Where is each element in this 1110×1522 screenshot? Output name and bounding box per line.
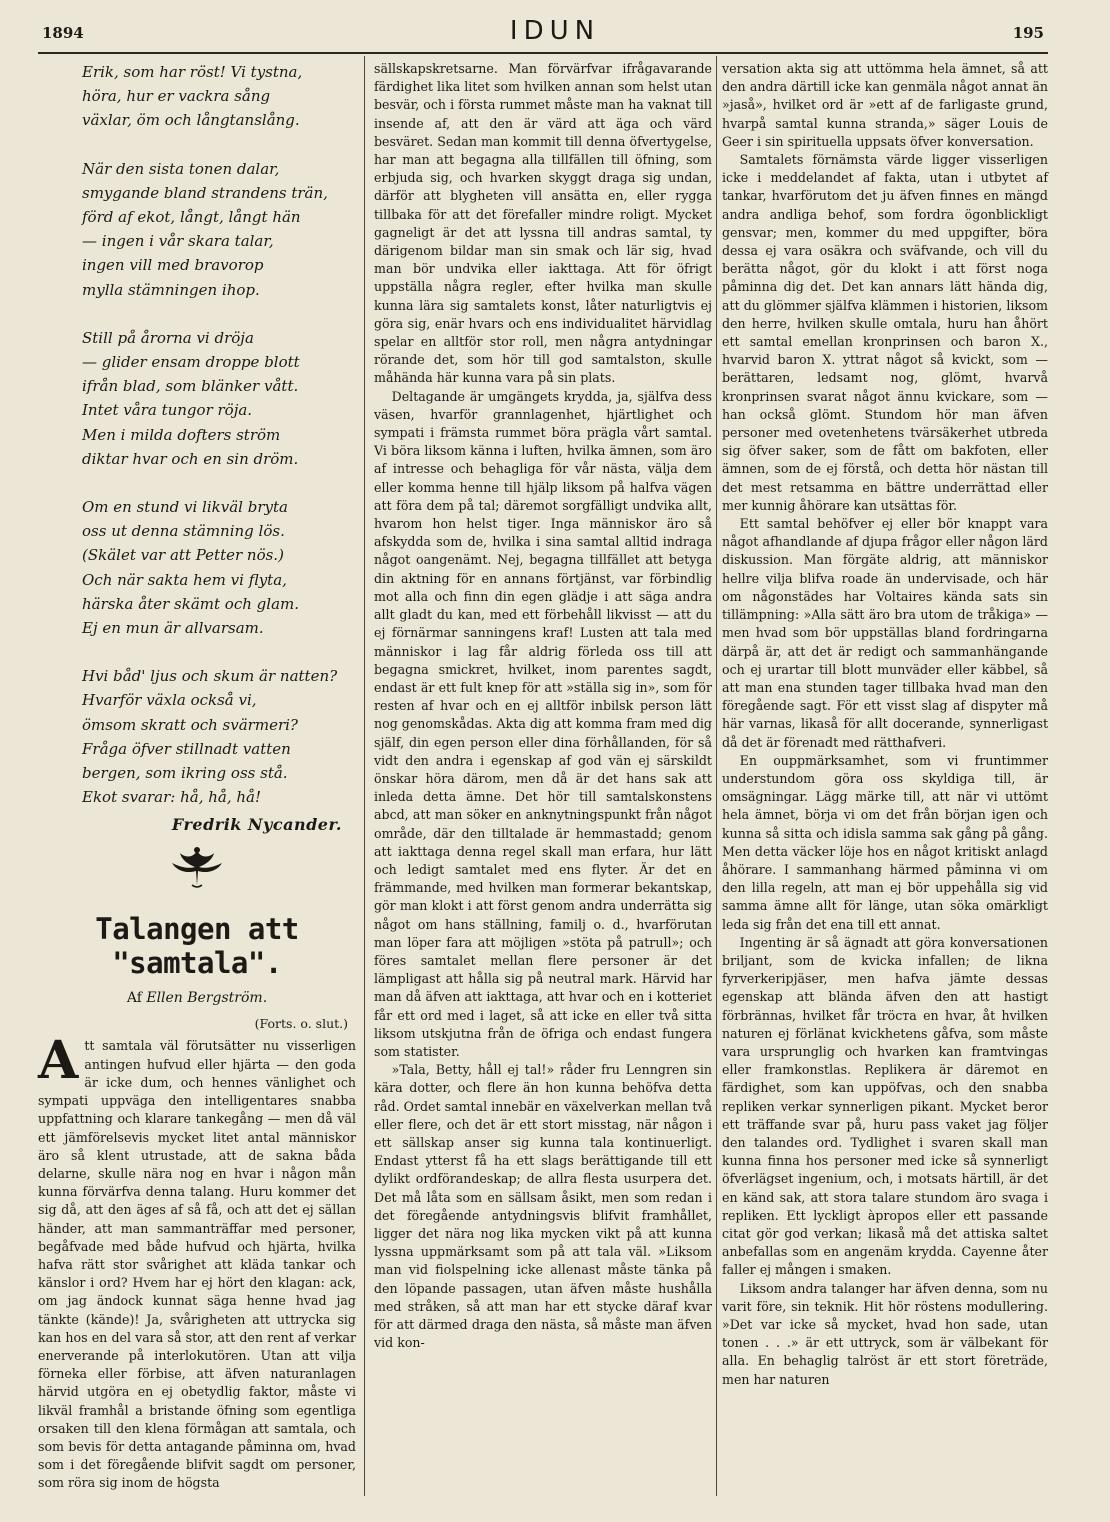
poem-line: Erik, som har röst! Vi tystna, — [82, 63, 303, 81]
poem-line: smygande bland strandens trän, — [82, 183, 328, 202]
column-middle — [374, 60, 712, 1352]
column-right — [722, 60, 1048, 1389]
poem-line: Och när sakta hem vi flyta, — [82, 570, 287, 589]
poem-line: Intet våra tungor röja. — [82, 401, 253, 420]
poem-line: — glider ensam droppe blott — [82, 353, 300, 372]
paragraph: sällskapskretsarne. Man förvärfvar ifrågavarande färdighet lika litet som hvilken annan som helst utan besvär, och i första rummet måste man ha vaknat till insende af, att den är värd att äga och värd besväret. Sedan man kommit till denna öfvertygelse, har man att begagna alla tillfällen till öfning, som erbjuda sig, och hvarken skyggt draga sig undan, därför att blygheten vill ansätta en, eller rygga tillbaka för att det förefaller mindre roligt. Mycket gagneligt är det att lyssna till andras samtal, ty därigenom bildar man sin smak och lär sig, hvad man bör undvika eller iakttaga. Att för öfrigt uppställa några regler, efter hvilka man skulle kunna lära sig samtalets konst, låter naturligtvis ej göra sig, enär hvars och ens individualitet härvidlag spelar en alltför stor roll, men några antydningar rörande det, som hör till god samtalston, skulle måhända här kunna vara på sin plats. — [374, 61, 712, 386]
poem-line: ifrån blad, som blänker vått. — [82, 377, 299, 396]
poem-line: bergen, som ikring oss stå. — [82, 764, 288, 783]
poem-line: Still på årorna vi dröja — [82, 328, 254, 347]
floral-ornament-icon — [38, 842, 356, 894]
poem-line: förd af ekot, långt, långt hän — [82, 208, 301, 227]
column-divider-1 — [364, 56, 365, 1496]
byline-prefix: Af — [126, 990, 142, 1007]
paragraph: Liksom andra talanger har äfven denna, som nu varit före, sin teknik. Hit hör röstens modullering. »Det var icke så mycket, hvad hon sade, utan tonen . . .» är ett uttryck, som är välbekant för alla. En behaglig talröst är ett stort företräde, men har naturen — [722, 1280, 1048, 1387]
byline-author: Ellen Bergström. — [146, 990, 268, 1007]
poem-line: diktar hvar och en sin dröm. — [82, 449, 299, 468]
page-header — [0, 0, 1110, 60]
poem-stanza — [82, 664, 356, 809]
paragraph: Ett samtal behöfver ej eller bör knappt vara något afhandlande af djupa frågor eller någon lärd diskussion. Man förgäte aldrig, att människor hellre vilja blifva roade än undervisade, och här om någonstädes har Voltaires kända sats sin tillämpning: »Alla sätt äro bra utom de tråkiga» — men hvad som bör uppställas bland fordringarna därpå är, att det är redigt och sammanhängande och ej urartar till blott munväder eller käbbel, så att man ena stunden tager tillbaka hvad man den föregående sagt. För ett visst slag af dispyter må här varnas, likaså för allt docerande, synnerligast då det är förenadt med rätthafveri. — [722, 516, 1048, 750]
poem-line: När den sista tonen dalar, — [82, 159, 280, 178]
drop-cap: A — [38, 1030, 79, 1092]
poem-line: Om en stund vi likväl bryta — [82, 498, 288, 517]
continuation-note: (Forts. o. slut.) — [254, 1016, 348, 1032]
poem-line: Men i milda dofters ström — [82, 425, 281, 444]
poem-line: Ej en mun är allvarsam. — [82, 619, 264, 638]
poem-line: — ingen i vår skara talar, — [82, 232, 274, 251]
poem-stanza — [82, 326, 356, 471]
poem-line: höra, hur er vackra sång — [82, 87, 271, 106]
paragraph: tt samtala väl förutsätter nu visserligen antingen hufvud eller hjärta — den goda är icke dum, och hennes vänlighet och sympati uppväga den intelligentares snabba uppfattning och klarare tankegång — men då väl ett jämförelsevis mycket litet antal människor äro så klent utrustade, att de sakna båda delarne, skulle nära nog en hvar i någon mån kunna förvärfva denna talang. Huru kommer det sig då, att den äges af så få, och att det ej sällan händer, att man sammanträffar med personer, begåfvade med både hufvud och hjärta, hvilka hafva rätt stor svårighet att kläda tankar och känslor i ord? Hvem har ej hört den klagan: ack, om jag ändock kunnat säga henne hvad jag tänkte (kände)! Ja, svårigheten att uttrycka sig kan hos en del vara så stor, att den rent af verkar enerverande på interlokutören. Utan att vilja förneka eller förbise, att äfven naturanlagen härvid utgöra en ej obetydlig faktor, måste vi likväl framhål a bristande öfning som egentliga orsaken till den klena förmågan att samtala, och som bevis för detta antagande påminna om, hvad som i det föregående blifvit sagdt om personer, som röra sig inom de högsta — [38, 1038, 356, 1491]
poem-line: ingen vill med bravorop — [82, 256, 264, 275]
header-year: 1894 — [42, 24, 84, 42]
poem-line: (Skälet var att Petter nös.) — [82, 546, 284, 565]
article-body-col1 — [38, 1030, 356, 1492]
column-divider-2 — [716, 56, 717, 1496]
column-left — [38, 60, 356, 1493]
poem-author: Fredrik Nycander. — [171, 815, 342, 835]
poem-line: ömsom skratt och svärmeri? — [82, 715, 298, 734]
poem-line: härska åter skämt och glam. — [82, 594, 300, 613]
paragraph: Samtalets förnämsta värde ligger visserligen icke i meddelandet af fakta, utan i utbytet af tankar, hvarförutom det ju äfven finnes en mängd andra andliga behof, som fordra ögonblickligt gensvar; men, kommer du med uppgifter, böra dessa ej vara osäkra och sväfvande, och vill du berätta något, gör du klokt i att först noga påminna dig det. Det kan annars lätt hända dig, att du glömmer själfva klämmen i historien, liksom den herre, hvilken skulle omtala, huru han åhört ett samtal emellan kronprinsen och baron X., hvarvid baron X. yttrat något så kvickt, som — berättaren, ledsamt nog, glömt, hvarvå kronprinsen svarat något ännu kvickare, som — han också glömt. Stundom hör man äfven personer med ovetenhetens tvärsäkerhet utbreda sig öfver saker, som de fått om bakfoten, eller ämnen, som de ej förstå, och detta hör nästan till det mest retsamma en bättre underrättad eller mer kunnig åhörare kan utsättas för. — [722, 152, 1048, 513]
magazine-title: IDUN — [509, 16, 601, 46]
article-body-col3 — [722, 60, 1048, 1389]
poem-line: Ekot svarar: hå, hå, hå! — [82, 788, 261, 807]
article-body-col2 — [374, 60, 712, 1352]
poem-line: mylla stämningen ihop. — [82, 280, 260, 299]
header-rule — [38, 52, 1048, 54]
poem-stanza — [82, 495, 356, 640]
paragraph: Ingenting är så ägnadt att göra konversationen briljant, som de kvicka infallen; de likna fyrverkeripjäser, men hafva jämte dessas egenskap att bländа äfven den att hastigt förbrännas, hvilket får tröста en hvar, åt hvilken naturen ej förlänat kvickhetens gåfva, som måste vara ursprunglig och hvarken kan framtvingas eller framkonstlas. Replikera är däremot en färdighet, som kan uppöfvas, och den snabba repliken verkar synnerligen pikant. Mycket beror ett träffande svar på, huru pass vaket jag följer den talandes ord. Tydlighet i svaren skall man kunna finna hos personer med icke så synnerligt öfverlägset ingenium, och, i motsats härtill, är det en känd sak, att stora talare stundom äro svaga i repliken. Ett lyckligt àpropos eller ett passande citat gör god verkan; likaså må det attiska saltet anbefallas som en angenäm krydda. Cayenne åter faller ej mången i smaken. — [722, 934, 1048, 1278]
poem-stanza — [82, 60, 356, 133]
poem-line: Fråga öfver stillnadt vatten — [82, 739, 291, 758]
poem-line: växlar, öm och långtanslång. — [82, 111, 300, 130]
byline — [38, 990, 356, 1006]
paragraph: En ouppmärksamhet, som vi fruntimmer understundom göra oss skyldiga till, är omsägningar. Lägg märke till, att när vi uttömt hela ämnet, börja vi om det från början igen och kunna så sitta och idisla samma sak gång på gång. Men detta väcker löje hos en något kritiskt anlagd åhörare. I sammanhang härmed påminna vi om den lilla regeln, att man ej bör uppehålla sig vid samma ämne allt för länge, utan söka omärkligt leda sig från det ena till ett annat. — [722, 752, 1048, 932]
paragraph: versation akta sig att uttömma hela ämnet, så att den andra därtill icke kan genmäla något annat än »jaså», hvilket ord är »ett af de farligaste grund, hvarpå samtal kunna stranda,» säger Louis de Geer i sin spirituella uppsats öfver konversation. — [722, 61, 1048, 149]
article-title: Talangen att "samtala". — [95, 912, 299, 981]
page-number: 195 — [1012, 24, 1044, 42]
poem — [82, 60, 356, 809]
poem-line: oss ut denna stämning lös. — [82, 522, 285, 541]
paragraph: »Tala, Betty, håll ej tal!» råder fru Lenngren sin kära dotter, och flere än hon kunna behöfva detta råd. Ordet samtal innebär en växelverkan mellan två eller flere, och det är ett stort misstag, när någon i ett sällskap anser sig kunna tala kontinuerligt. Endast ytterst få ha ett slags berättigande till ett dylikt ordförandeskap; de allra flesta usurpera det. Det må låta som en sällsam åsikt, men som redan i det föregående antydningsvis blifvit framhållet, ligger det nära nog lika mycken vikt på att kunna lyssna uppmärksamt som på att tala väl. »Liksom man vid fiolspelning icke allenast måste tänka på den löpande passagen, utan äfven måste hushålla med stråken, så att man har ett stycke däraf kvar för att därmed draga den nästa, så måste man äfven vid kon- — [374, 1062, 712, 1351]
poem-line: Hvi båd' ljus och skum är natten? — [82, 667, 338, 686]
poem-line: Hvarför växla också vi, — [82, 691, 257, 710]
paragraph: Deltagande är umgängets krydda, ja, själfva dess väsen, hvarför grannlagenhet, hjärtlighet och sympati i främsta rummet böra prägla vårt samtal. Vi böra liksom känna i luften, hvilka ämnen, som äro af intresse och behagliga för vår nästa, välja dem eller komma henne till hjälp liksom på halfva vägen att föra dem på tal; däremot sorgfälligt undvika allt, hvarom hon helst tiger. Inga människor äro så afskydda som de, hvilka i sina samtal alltid indraga något oangenämt. Nej, begagna tillfället att betyga din aktning för en annans förtjänst, var förbindlig mot alla och finn din egen glädje i att säga andra allt gladt du kan, med ett förbehåll likvisst — att du ej förnärmar sanningens kraf! Lusten att tala med människor i lag får aldrig förleda oss till att begagna smickret, hvilket, inom parentes sagdt, endast är ett fult knep för att »ställa sig in», som för resten af hvar och en ej alltför inbilsk person lätt nog genomskådas. Akta dig att komma fram med dig själf, din egen person eller dina förhållanden, för så vidt den andra i egenskap af god vän ej särskildt önskar höra därom, men då är det hans sak att inleda detta ämne. Det hör till samtalskonstens abcd, att man söker en anknytningspunkt från något område, där den tilltalade är hemmastadd; genom att iakttaga denna regel skall man erfara, hur lätt och ledigt samtalet med ens flyter. Är det en främmande, med hvilken man formerar bekantskap, gör man klokt i att först genom andra underrätta sig något om hans ställning, familj o. d., hvarförutan man löper fara att möjligen »stöta på patrull»; och föres samtalet mellan flere personer är det lämpligast att hålla sig på neutral mark. Härvid har man då äfven att iakttaga, att hvar och en i kotteriet får ett ord med i laget, så att icke en eller två sitta liksom utskjutna från de öfriga och endast fungera som statister. — [374, 388, 712, 1059]
poem-stanza — [82, 157, 356, 302]
